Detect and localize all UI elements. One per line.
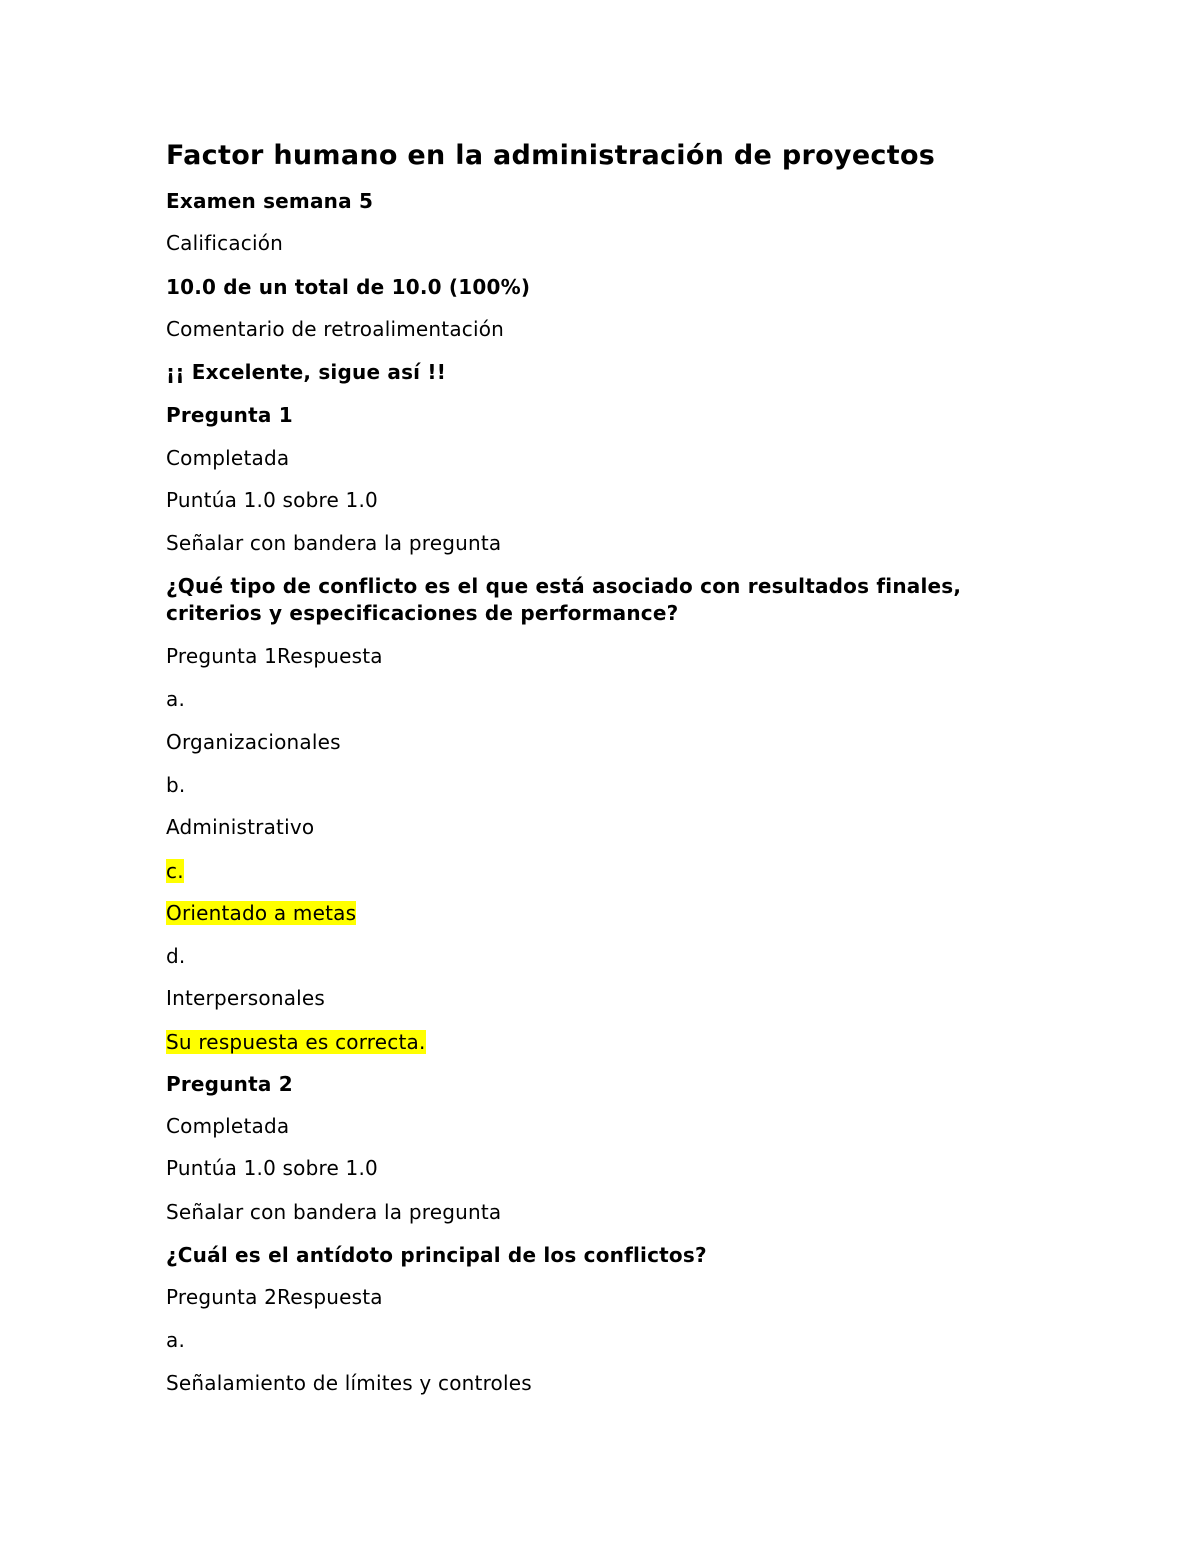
question-1-option-c-text-line [166, 900, 356, 926]
question-1-status: Completada [166, 446, 290, 470]
question-1-option-d-letter: d. [166, 944, 186, 968]
question-1-option-d-text: Interpersonales [166, 986, 326, 1010]
question-2-status: Completada [166, 1114, 290, 1138]
question-1-score: Puntúa 1.0 sobre 1.0 [166, 488, 378, 512]
question-1-flag: Señalar con bandera la pregunta [166, 531, 502, 555]
question-2-option-a-letter: a. [166, 1328, 186, 1352]
feedback-label: Comentario de retroalimentación [166, 317, 505, 341]
question-2-option-a-text: Señalamiento de límites y controles [166, 1371, 532, 1395]
question-1-result-line [166, 1029, 426, 1055]
grade-value: 10.0 de un total de 10.0 (100%) [166, 275, 531, 299]
question-1-option-b-letter: b. [166, 773, 186, 797]
question-2-heading: Pregunta 2 [166, 1072, 293, 1096]
question-1-result: Su respuesta es correcta. [166, 1030, 426, 1054]
document-title: Factor humano en la administración de proyectos [166, 140, 936, 171]
question-1-option-c-letter: c. [166, 859, 184, 883]
question-1-text: ¿Qué tipo de conflicto es el que está asociado con resultados finales, criterios y especificaciones de performance? [166, 574, 962, 625]
question-1-heading: Pregunta 1 [166, 403, 293, 427]
question-1-option-b-text: Administrativo [166, 815, 315, 839]
question-1-option-c-letter-line [166, 858, 184, 884]
question-2-flag: Señalar con bandera la pregunta [166, 1200, 502, 1224]
question-2-score: Puntúa 1.0 sobre 1.0 [166, 1156, 378, 1180]
exam-name: Examen semana 5 [166, 189, 374, 213]
question-2-answer-label: Pregunta 2Respuesta [166, 1285, 383, 1309]
question-1-option-a-text: Organizacionales [166, 730, 341, 754]
question-1-answer-label: Pregunta 1Respuesta [166, 644, 383, 668]
grade-label: Calificación [166, 231, 284, 255]
feedback-text: ¡¡ Excelente, sigue así !! [166, 360, 447, 384]
question-1-option-c-text: Orientado a metas [166, 901, 357, 925]
question-1-option-a-letter: a. [166, 687, 186, 711]
question-2-text: ¿Cuál es el antídoto principal de los conflictos? [166, 1243, 707, 1267]
